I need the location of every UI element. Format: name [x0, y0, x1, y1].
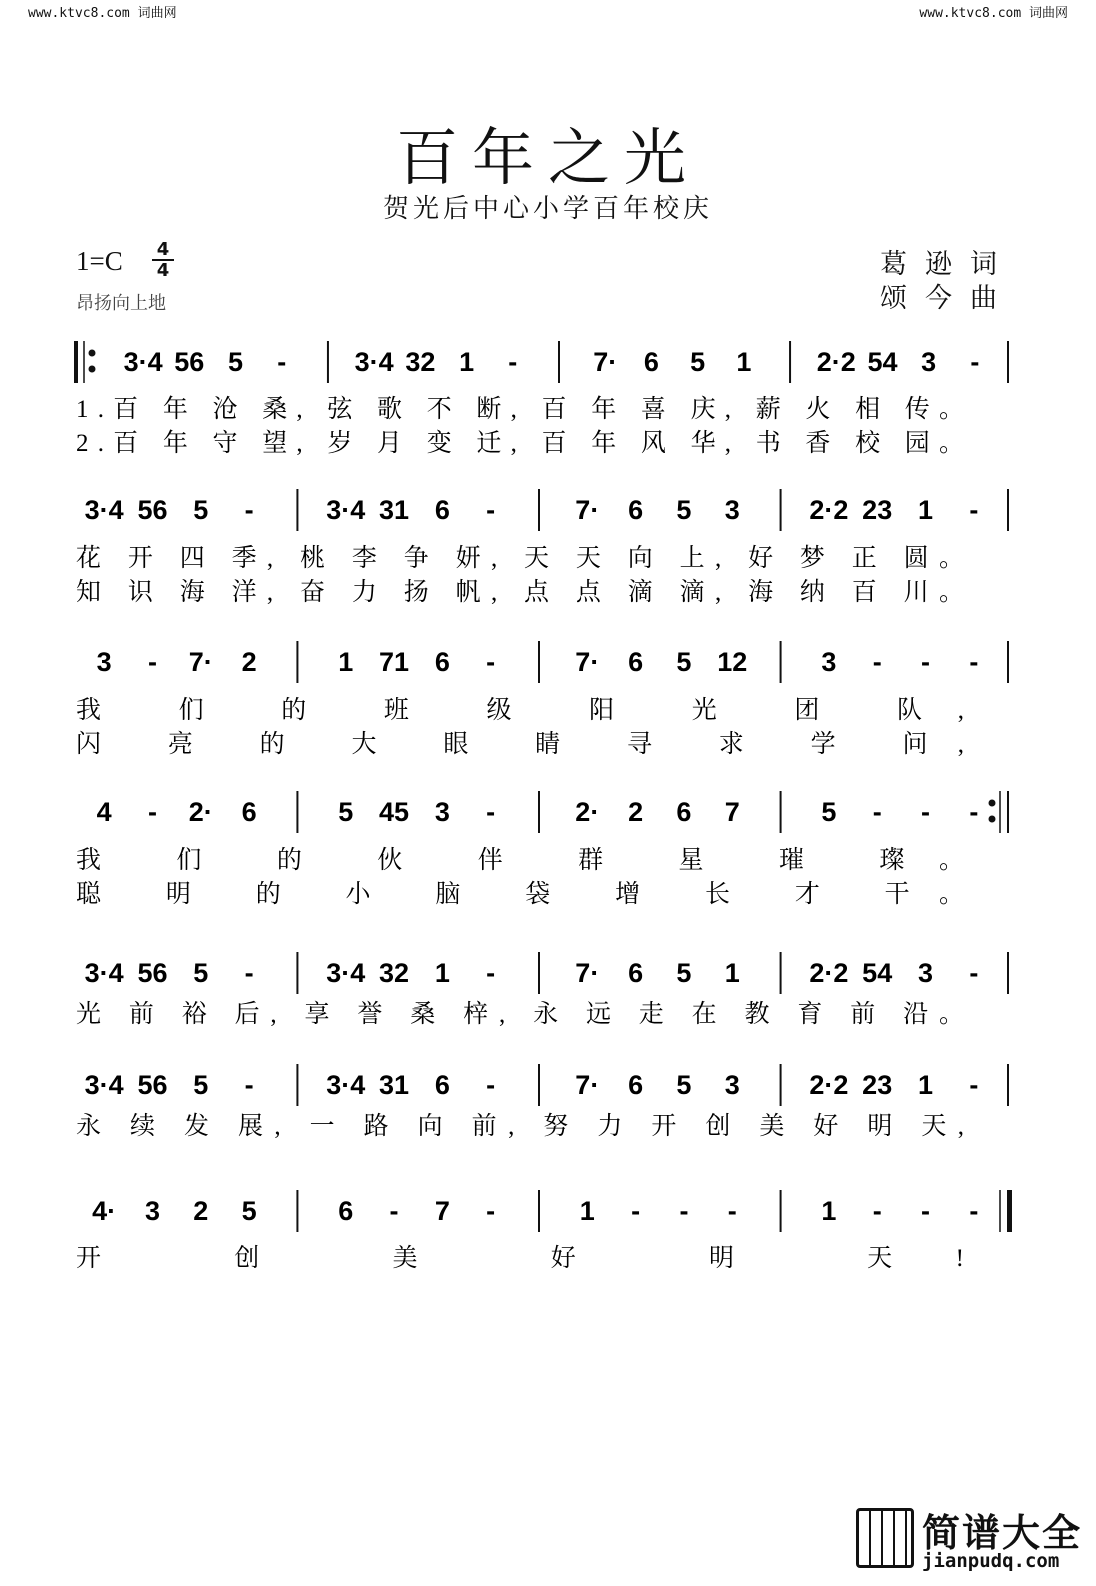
- note: 6: [241, 797, 257, 827]
- note: 1: [918, 1070, 934, 1100]
- note: 2·2: [816, 347, 856, 377]
- note: -: [508, 347, 518, 377]
- tempo-marking: 昂扬向上地: [76, 293, 166, 313]
- note: -: [921, 797, 931, 827]
- note: 3: [724, 1070, 740, 1100]
- note: -: [486, 1070, 496, 1100]
- note: 3·4: [326, 958, 366, 988]
- note: -: [969, 797, 979, 827]
- note: 3·4: [123, 347, 163, 377]
- note: -: [970, 347, 980, 377]
- note: -: [872, 1196, 882, 1226]
- note: 6: [676, 797, 692, 827]
- note: 6: [434, 495, 450, 525]
- time-signature-top: 4: [156, 239, 170, 260]
- song-title: 百年之光: [395, 121, 700, 194]
- note: 1: [459, 347, 475, 377]
- note: 6: [434, 1070, 450, 1100]
- note: 5: [193, 495, 209, 525]
- note: 5: [676, 647, 692, 677]
- lyric-line: 1.百 年 沧 桑, 弦 歌 不 断, 百 年 喜 庆, 薪 火 相 传。: [76, 396, 964, 423]
- note: 6: [628, 958, 644, 988]
- note: -: [277, 347, 287, 377]
- note: 2: [241, 647, 257, 677]
- note: 2·2: [809, 958, 849, 988]
- note: 3·4: [354, 347, 394, 377]
- note: 2·: [188, 797, 213, 827]
- lyric-line: 我 们 的 伙 伴 群 星 璀 璨。: [76, 847, 964, 874]
- lyric-line: 2.百 年 守 望, 岁 月 变 迁, 百 年 风 华, 书 香 校 园。: [76, 430, 964, 457]
- repeat-dot: [989, 800, 996, 807]
- note: 7: [724, 797, 740, 827]
- note: -: [969, 647, 979, 677]
- note: 2: [628, 797, 644, 827]
- note: -: [486, 1196, 496, 1226]
- note: 3: [918, 958, 934, 988]
- note: 31: [379, 1070, 410, 1100]
- note: 5: [193, 1070, 209, 1100]
- note: 7·: [575, 958, 600, 988]
- note: 7·: [575, 1070, 600, 1100]
- note: -: [486, 797, 496, 827]
- note: 23: [862, 495, 893, 525]
- note: 32: [379, 958, 410, 988]
- note: 7: [434, 1196, 450, 1226]
- note: 1: [724, 958, 740, 988]
- piano-icon: [856, 1508, 914, 1568]
- repeat-dot: [89, 366, 96, 373]
- note: 7·: [575, 647, 600, 677]
- key-signature: 1=C: [76, 246, 123, 276]
- note: -: [969, 1196, 979, 1226]
- note: -: [969, 495, 979, 525]
- note: -: [244, 1070, 254, 1100]
- note: 5: [338, 797, 354, 827]
- note: -: [389, 1196, 399, 1226]
- note: 32: [405, 347, 436, 377]
- note: 1: [821, 1196, 837, 1226]
- lyric-line: 聪 明 的 小 脑 袋 增 长 才 干。: [76, 881, 964, 908]
- note: -: [486, 495, 496, 525]
- note: 54: [862, 958, 893, 988]
- note: 1: [434, 958, 450, 988]
- repeat-dot: [89, 350, 96, 357]
- note: 2·2: [809, 495, 849, 525]
- note: -: [486, 647, 496, 677]
- note: -: [244, 495, 254, 525]
- note: 7·: [575, 495, 600, 525]
- lyric-line: 开 创 美 好 明 天!: [76, 1245, 964, 1272]
- note: 56: [137, 495, 168, 525]
- note: 7·: [593, 347, 618, 377]
- note: -: [872, 647, 882, 677]
- note: 3: [434, 797, 450, 827]
- note: 3·4: [84, 495, 124, 525]
- note: -: [969, 958, 979, 988]
- note: 23: [862, 1070, 893, 1100]
- note: 2·2: [809, 1070, 849, 1100]
- lyric-line: 闪 亮 的 大 眼 睛 寻 求 学 问,: [76, 731, 964, 758]
- note: 6: [628, 495, 644, 525]
- note: 54: [867, 347, 898, 377]
- note: 1: [579, 1196, 595, 1226]
- note: 1: [736, 347, 752, 377]
- note: 71: [379, 647, 410, 677]
- note: 1: [918, 495, 934, 525]
- note: -: [679, 1196, 689, 1226]
- note: 5: [821, 797, 837, 827]
- note: -: [631, 1196, 641, 1226]
- lyric-line: 花 开 四 季, 桃 李 争 妍, 天 天 向 上, 好 梦 正 圆。: [76, 545, 965, 572]
- note: 3: [144, 1196, 160, 1226]
- repeat-dot: [989, 816, 996, 823]
- note: 6: [628, 647, 644, 677]
- note: 3: [96, 647, 112, 677]
- note: 2·: [575, 797, 600, 827]
- note: 5: [193, 958, 209, 988]
- time-signature-bottom: 4: [152, 259, 174, 280]
- note: 31: [379, 495, 410, 525]
- note: 6: [643, 347, 659, 377]
- note: -: [727, 1196, 737, 1226]
- song-subtitle: 贺光后中心小学百年校庆: [382, 194, 713, 224]
- logo-url: jianpudq.com: [922, 1550, 1060, 1572]
- note: 3·4: [84, 1070, 124, 1100]
- lyric-line: 我 们 的 班 级 阳 光 团 队,: [76, 697, 964, 724]
- note: -: [872, 797, 882, 827]
- note: 6: [338, 1196, 354, 1226]
- note: 7·: [188, 647, 213, 677]
- note: -: [486, 958, 496, 988]
- note: 3: [724, 495, 740, 525]
- note: 56: [174, 347, 205, 377]
- note: -: [969, 1070, 979, 1100]
- note: 3·4: [326, 495, 366, 525]
- lyric-line: 光 前 裕 后, 享 誉 桑 梓, 永 远 走 在 教 育 前 沿。: [76, 1001, 964, 1028]
- site-logo: [856, 1502, 1086, 1580]
- note: 3: [821, 647, 837, 677]
- note: -: [921, 1196, 931, 1226]
- logo-name: 简谱大全: [922, 1511, 1083, 1555]
- note: 3: [921, 347, 937, 377]
- lyric-line: 永 续 发 展, 一 路 向 前, 努 力 开 创 美 好 明 天,: [76, 1113, 965, 1140]
- note: 3·4: [84, 958, 124, 988]
- note: 2: [193, 1196, 209, 1226]
- note: 3·4: [326, 1070, 366, 1100]
- note: 5: [241, 1196, 257, 1226]
- note: 56: [137, 1070, 168, 1100]
- note: 5: [690, 347, 706, 377]
- note: 1: [338, 647, 354, 677]
- lyric-line: 知 识 海 洋, 奋 力 扬 帆, 点 点 滴 滴, 海 纳 百 川。: [76, 579, 965, 606]
- note: 4·: [92, 1196, 117, 1226]
- note: 12: [717, 647, 748, 677]
- lyricist-credit: 葛逊词: [880, 249, 1015, 279]
- note: -: [921, 647, 931, 677]
- note: 45: [379, 797, 410, 827]
- note: 4: [96, 797, 112, 827]
- note: 5: [676, 958, 692, 988]
- note: -: [147, 797, 157, 827]
- note: -: [147, 647, 157, 677]
- composer-credit: 颂今曲: [880, 283, 1015, 313]
- watermark-right: www.ktvc8.com 词曲网: [919, 6, 1068, 21]
- note: 5: [228, 347, 244, 377]
- watermark-left: www.ktvc8.com 词曲网: [28, 6, 177, 21]
- note: 5: [676, 1070, 692, 1100]
- note: 6: [628, 1070, 644, 1100]
- note: 6: [434, 647, 450, 677]
- note: 5: [676, 495, 692, 525]
- note: -: [244, 958, 254, 988]
- note: 56: [137, 958, 168, 988]
